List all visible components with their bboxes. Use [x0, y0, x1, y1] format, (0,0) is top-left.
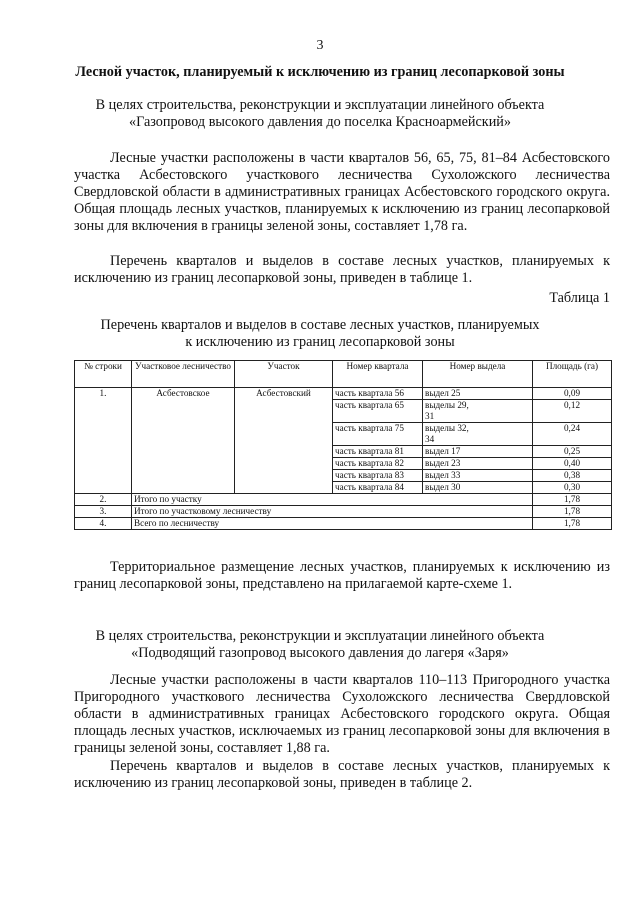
table-header-row [75, 361, 612, 388]
quarter-cell: часть квартала 84 [333, 482, 423, 494]
area-cell: 0,40 [533, 458, 612, 470]
quarter-cell: часть квартала 83 [333, 470, 423, 482]
vydel-cell: выдел 17 [423, 446, 533, 458]
forestry-cell: Асбестовское [132, 388, 235, 494]
header-area: Площадь (га) [533, 361, 612, 388]
row-number: 2. [75, 494, 132, 506]
section1-paragraph-1: Лесные участки расположены в части кварталов 56, 65, 75, 81–84 Асбестовского участка Асбестовского участкового лесничества Сухоложского лесничества Свердловской области в административных границах Асбестовского городского округа. Общая площадь лесных участков, планируемых к исключению из границ лесопарковой зоны для включения в границы зеленой зоны, составляет 1,78 га. [74, 150, 610, 234]
total-label: Итого по участковому лесничеству [132, 506, 533, 518]
vydel-cell: выдел 30 [423, 482, 533, 494]
total-area: 1,78 [533, 506, 612, 518]
row-number: 1. [75, 388, 132, 494]
vydel-cell: выдел 23 [423, 458, 533, 470]
section2-heading-line2: «Подводящий газопровод высокого давления до лагеря «Заря» [131, 645, 509, 661]
quarter-cell: часть квартала 75 [333, 423, 423, 446]
total-label: Итого по участку [132, 494, 533, 506]
area-cell: 0,24 [533, 423, 612, 446]
area-cell: 0,38 [533, 470, 612, 482]
total-label: Всего по лесничеству [132, 518, 533, 530]
area-cell: 0,12 [533, 400, 612, 423]
section1-heading-line2: «Газопровод высокого давления до поселка Красноармейский» [129, 114, 511, 130]
vydel-cell: выдел 33 [423, 470, 533, 482]
area-cell: 0,25 [533, 446, 612, 458]
section2-heading-line1: В целях строительства, реконструкции и эксплуатации линейного объекта [95, 628, 545, 644]
vydel-cell: выделы 32, 34 [423, 423, 533, 446]
row-number: 3. [75, 506, 132, 518]
total-row [75, 518, 612, 530]
quarters-table [74, 360, 612, 530]
section1-heading-line1: В целях строительства, реконструкции и эксплуатации линейного объекта [95, 97, 545, 113]
plot-cell: Асбестовский [235, 388, 333, 494]
quarter-cell: часть квартала 82 [333, 458, 423, 470]
table-row [75, 388, 612, 400]
header-row-number: № строки [75, 361, 132, 388]
quarter-cell: часть квартала 65 [333, 400, 423, 423]
section2-paragraph-2: Перечень кварталов и выделов в составе лесных участков, планируемых к исключению из границ лесопарковой зоны, приведен в таблице 2. [74, 758, 610, 791]
table1-caption-line1: Перечень кварталов и выделов в составе лесных участков, планируемых [100, 317, 540, 333]
total-row [75, 494, 612, 506]
area-cell: 0,09 [533, 388, 612, 400]
area-cell: 0,30 [533, 482, 612, 494]
section2-paragraph-1: Лесные участки расположены в части кварталов 110–113 Пригородного участка Пригородного участкового лесничества Сухоложского лесничества Свердловской области в административных границах Асбестовского городского округа. Общая площадь лесных участков, исключаемых из границ лесопарковой зоны для включения в границы зеленой зоны, составляет 1,88 га. [74, 672, 610, 756]
table1-caption-line2: к исключению из границ лесопарковой зоны [185, 334, 455, 350]
total-area: 1,78 [533, 518, 612, 530]
page-number: 3 [316, 38, 324, 53]
row-number: 4. [75, 518, 132, 530]
header-quarter: Номер квартала [333, 361, 423, 388]
header-forestry: Участковое лесничество [132, 361, 235, 388]
vydel-cell: выделы 29, 31 [423, 400, 533, 423]
total-row [75, 506, 612, 518]
quarter-cell: часть квартала 81 [333, 446, 423, 458]
paragraph-map-reference: Территориальное размещение лесных участков, планируемых к исключению из границ лесопарковой зоны, представлено на прилагаемой карте-схеме 1. [74, 559, 610, 592]
page-title: Лесной участок, планируемый к исключению из границ лесопарковой зоны [75, 64, 565, 80]
header-vydel: Номер выдела [423, 361, 533, 388]
table1-label: Таблица 1 [549, 290, 610, 306]
vydel-cell: выдел 25 [423, 388, 533, 400]
header-plot: Участок [235, 361, 333, 388]
quarter-cell: часть квартала 56 [333, 388, 423, 400]
section1-paragraph-2: Перечень кварталов и выделов в составе лесных участков, планируемых к исключению из границ лесопарковой зоны, приведен в таблице 1. [74, 253, 610, 286]
total-area: 1,78 [533, 494, 612, 506]
